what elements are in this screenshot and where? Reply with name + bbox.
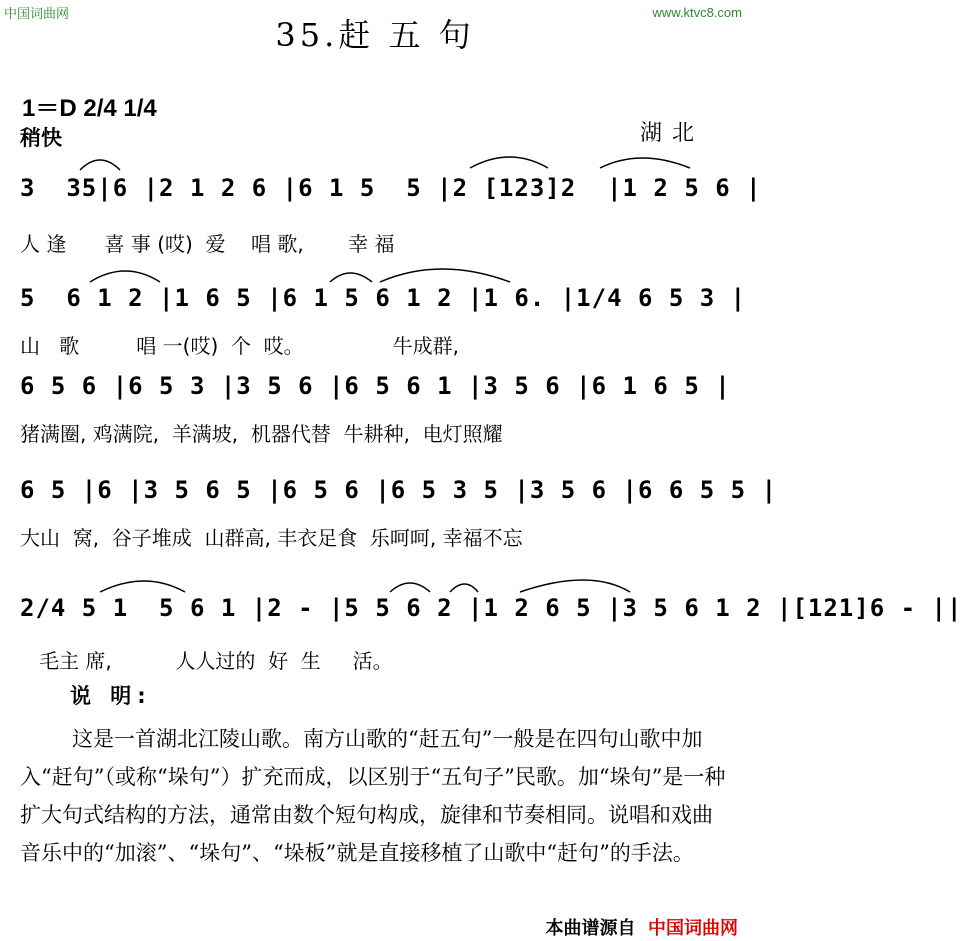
region-label: 湖北 [640,121,705,146]
explanation-title: 说 明: [70,684,152,708]
score-line-4-notes: 6 5 |6 |3 5 6 5 |6 5 6 |6 5 3 5 |3 5 6 |6 6 5 5 | [20,476,778,504]
score-line-2-notes: 5 6 1 2 |1 6 5 |6 1 5 6 1 2 |1 6. |1/4 6 5 3 | [20,284,747,312]
score-line-1-notes: 3 35|6 |2 1 2 6 |6 1 5 5 |2 [123]2 |1 2 5 6 | [20,174,762,202]
score-line-1-lyrics: 人 逢 喜 事 (哎) 爱 唱 歌, 幸 福 [20,232,395,256]
explanation-text: 这是一首湖北江陵山歌。南方山歌的“赶五句”一般是在四句山歌中加入“赶句”（或称“垛句”）扩充而成，以区别于“五句子”民歌。加“垛句”是一种扩大句式结构的方法，通常由数个短句构成，旋律和节奏相同。说唱和戏曲音乐中的“加滚”、“垛句”、“垛板”就是直接移植了山歌中“赶句”的手法。 [20,727,726,865]
score-line-4-lyrics: 大山 窝, 谷子堆成 山群高, 丰衣足食 乐呵呵, 幸福不忘 [20,526,523,550]
source-credit [545,914,738,940]
score-line-3-notes: 6 5 6 |6 5 3 |3 5 6 |6 5 6 1 |3 5 6 |6 1 6 5 | [20,372,731,400]
watermark-right: www.ktvc8.com [652,5,742,20]
score-line-2-lyrics: 山 歌 唱 一(哎) 个 哎。 牛成群, [20,334,460,358]
score-line-5-lyrics: 毛主 席, 人人过的 好 生 活。 [20,649,393,673]
watermark-left: 中国词曲网 [4,7,70,22]
score-line-5-notes: 2/4 5 1 5 6 1 |2 - |5 5 6 2 |1 2 6 5 |3 5 6 1 2 |[121]6 - || [20,594,962,622]
tempo-marking: 稍快 [20,126,62,150]
page-title: 35.赶 五 句 [275,16,475,54]
score-line-3-lyrics: 猪满圈, 鸡满院, 羊满坡, 机器代替 牛耕种, 电灯照耀 [20,422,503,446]
key-signature: 1＝D 2/4 1/4 [22,95,157,122]
source-site: 中国词曲网 [648,918,738,939]
source-label: 本曲谱源自 [545,918,636,939]
